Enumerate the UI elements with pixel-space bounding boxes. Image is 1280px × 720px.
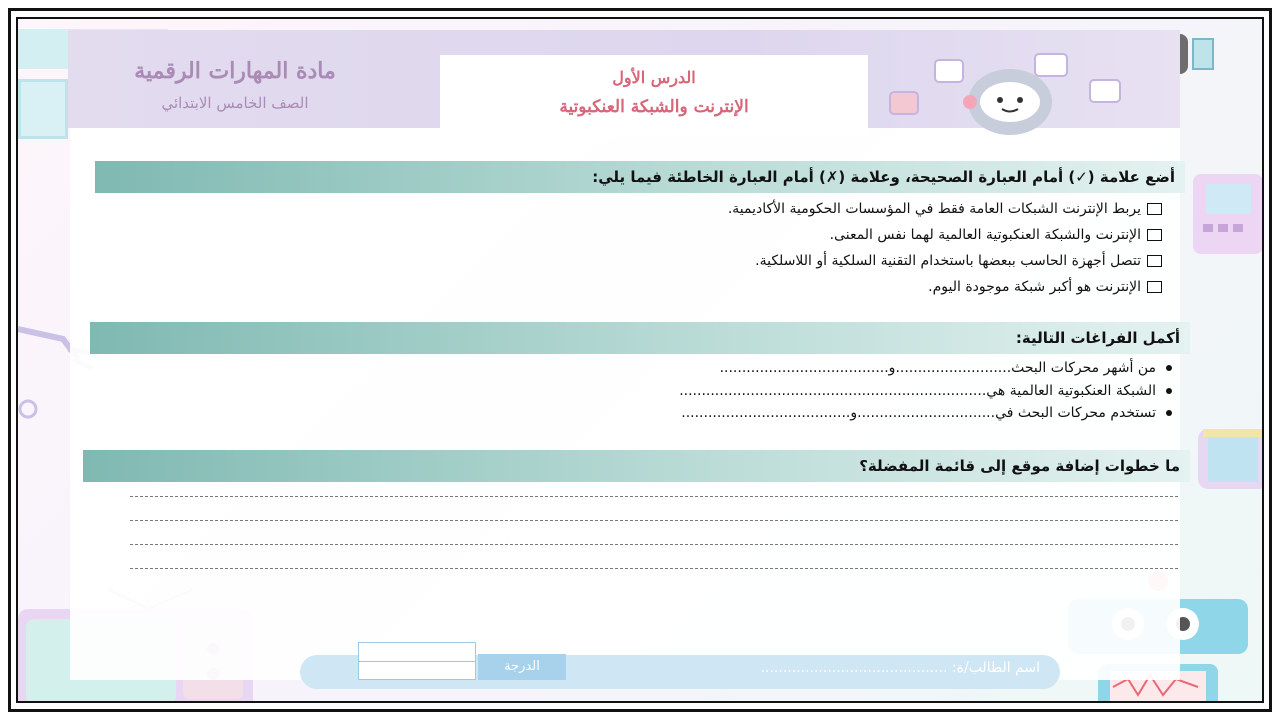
fill-blank-text: تستخدم محركات البحث في...............................و...................................... xyxy=(681,405,1156,421)
statement-text: الإنترنت والشبكة العنكبوتية العالمية لهما نفس المعنى. xyxy=(829,227,1141,243)
calculator-illustration xyxy=(1188,169,1264,259)
lesson-number: الدرس الأول xyxy=(612,68,696,87)
grade-label: الدرجة xyxy=(478,654,566,680)
answer-line[interactable] xyxy=(130,520,1178,521)
section2-instruction: أكمل الفراغات التالية: xyxy=(1015,329,1180,347)
answer-checkbox[interactable] xyxy=(1147,281,1162,293)
robot-mascot-illustration xyxy=(885,42,1155,142)
grade-level: الصف الخامس الابتدائي xyxy=(161,94,309,112)
answer-line[interactable] xyxy=(130,568,1178,569)
answer-checkbox[interactable] xyxy=(1147,203,1162,215)
section3-question: ما خطوات إضافة موقع إلى قائمة المفضلة؟ xyxy=(859,457,1180,475)
film-roll-illustration xyxy=(1193,419,1264,499)
section2-instruction-bar xyxy=(90,322,1190,354)
answer-checkbox[interactable] xyxy=(1147,229,1162,241)
statement-text: الإنترنت هو أكبر شبكة موجودة اليوم. xyxy=(928,279,1141,295)
true-false-statement xyxy=(830,227,1162,243)
lesson-title: الإنترنت والشبكة العنكبوتية xyxy=(559,97,749,117)
answer-checkbox[interactable] xyxy=(1147,255,1162,267)
true-false-statement xyxy=(728,201,1162,217)
fill-blank-item[interactable] xyxy=(681,405,1172,421)
bullet-icon xyxy=(1166,388,1172,394)
lesson-title-box xyxy=(440,55,868,137)
fill-blank-text: من أشهر محركات البحث..........................و...................................... xyxy=(719,360,1156,376)
left-decor-window xyxy=(18,79,68,139)
section1-instruction-bar xyxy=(95,161,1185,193)
student-name-field[interactable]: اسم الطالب/ة: .......................................... xyxy=(760,660,1040,676)
grade-box[interactable] xyxy=(358,642,476,680)
answer-line[interactable] xyxy=(130,544,1178,545)
true-false-statement xyxy=(928,279,1162,295)
statement-text: يربط الإنترنت الشبكات العامة فقط في المؤسسات الحكومية الأكاديمية. xyxy=(727,201,1141,217)
subject-title: مادة المهارات الرقمية xyxy=(134,58,336,84)
subject-title-block xyxy=(100,58,370,112)
bullet-icon xyxy=(1166,365,1172,371)
true-false-statement xyxy=(755,253,1162,269)
fill-blank-text: الشبكة العنكبوتية العالمية هي..................................................................... xyxy=(679,383,1156,399)
fill-blank-item[interactable] xyxy=(679,383,1172,399)
section1-instruction: أضع علامة (✓) أمام العبارة الصحيحة، وعلامة (✗) أمام العبارة الخاطئة فيما يلي: xyxy=(592,168,1175,186)
section3-question-bar xyxy=(83,450,1190,482)
bullet-icon xyxy=(1166,410,1172,416)
statement-text: تتصل أجهزة الحاسب ببعضها باستخدام التقنية السلكية أو اللاسلكية. xyxy=(755,253,1141,269)
fill-blank-item[interactable] xyxy=(720,360,1172,376)
answer-line[interactable] xyxy=(130,496,1178,497)
